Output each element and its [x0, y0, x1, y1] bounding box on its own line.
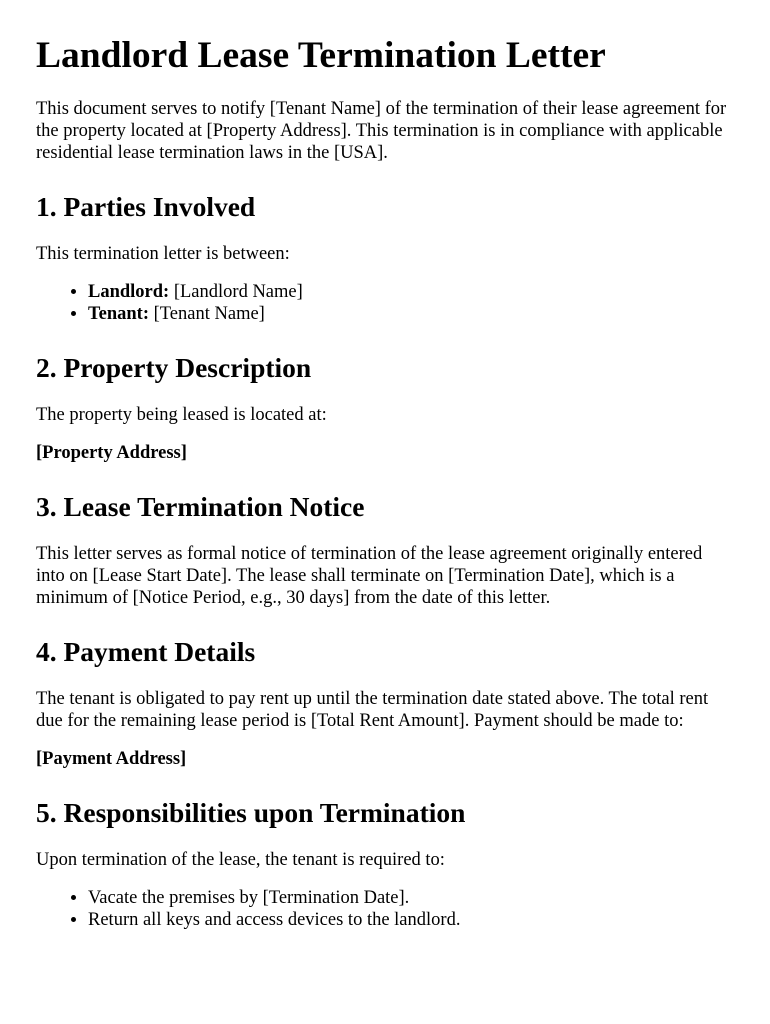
termination-notice-text: This letter serves as formal notice of termination of the lease agreement originally entered into on [Lease Start Date]. The lease shall terminate on [Termination Date], which is a minimum of [Notice Period, e.g., 30 days] from the date of this letter.: [36, 544, 703, 608]
intro-paragraph: This document serves to notify [Tenant Name] of the termination of their lease agreement for the property located at [Property Address]. This termination is in compliance with applicable residential lease termination laws in the [USA].: [36, 99, 727, 163]
section-heading-parties: 1. Parties Involved: [36, 191, 256, 222]
list-item-vacate: • Vacate the premises by [Termination Date].: [88, 887, 732, 909]
parties-list: [36, 281, 732, 325]
responsibilities-intro-text: Upon termination of the lease, the tenant is required to:: [36, 850, 445, 870]
document-title: Landlord Lease Termination Letter: [36, 35, 606, 76]
list-item-landlord: [88, 281, 732, 303]
list-item-return-keys: • Return all keys and access devices to the landlord.: [88, 909, 732, 931]
tenant-label: Tenant:: [88, 304, 150, 324]
list-item-tenant: [88, 303, 732, 325]
section-heading-payment: 4. Payment Details: [36, 636, 256, 667]
property-address: [Property Address]: [36, 443, 187, 463]
payment-address: [Payment Address]: [36, 749, 187, 769]
landlord-value: [Landlord Name]: [169, 282, 303, 302]
section-heading-property: 2. Property Description: [36, 352, 312, 383]
section-heading-termination-notice: 3. Lease Termination Notice: [36, 491, 365, 522]
responsibilities-list: [36, 887, 732, 931]
property-intro-text: The property being leased is located at:: [36, 405, 327, 425]
payment-text: The tenant is obligated to pay rent up until the termination date stated above. The total rent due for the remaining lease period is [Total Rent Amount]. Payment should be made to:: [36, 689, 709, 731]
landlord-label: Landlord:: [88, 282, 170, 302]
tenant-value: [Tenant Name]: [149, 304, 265, 324]
section-heading-responsibilities: 5. Responsibilities upon Termination: [36, 797, 466, 828]
parties-intro-text: This termination letter is between:: [36, 244, 290, 264]
